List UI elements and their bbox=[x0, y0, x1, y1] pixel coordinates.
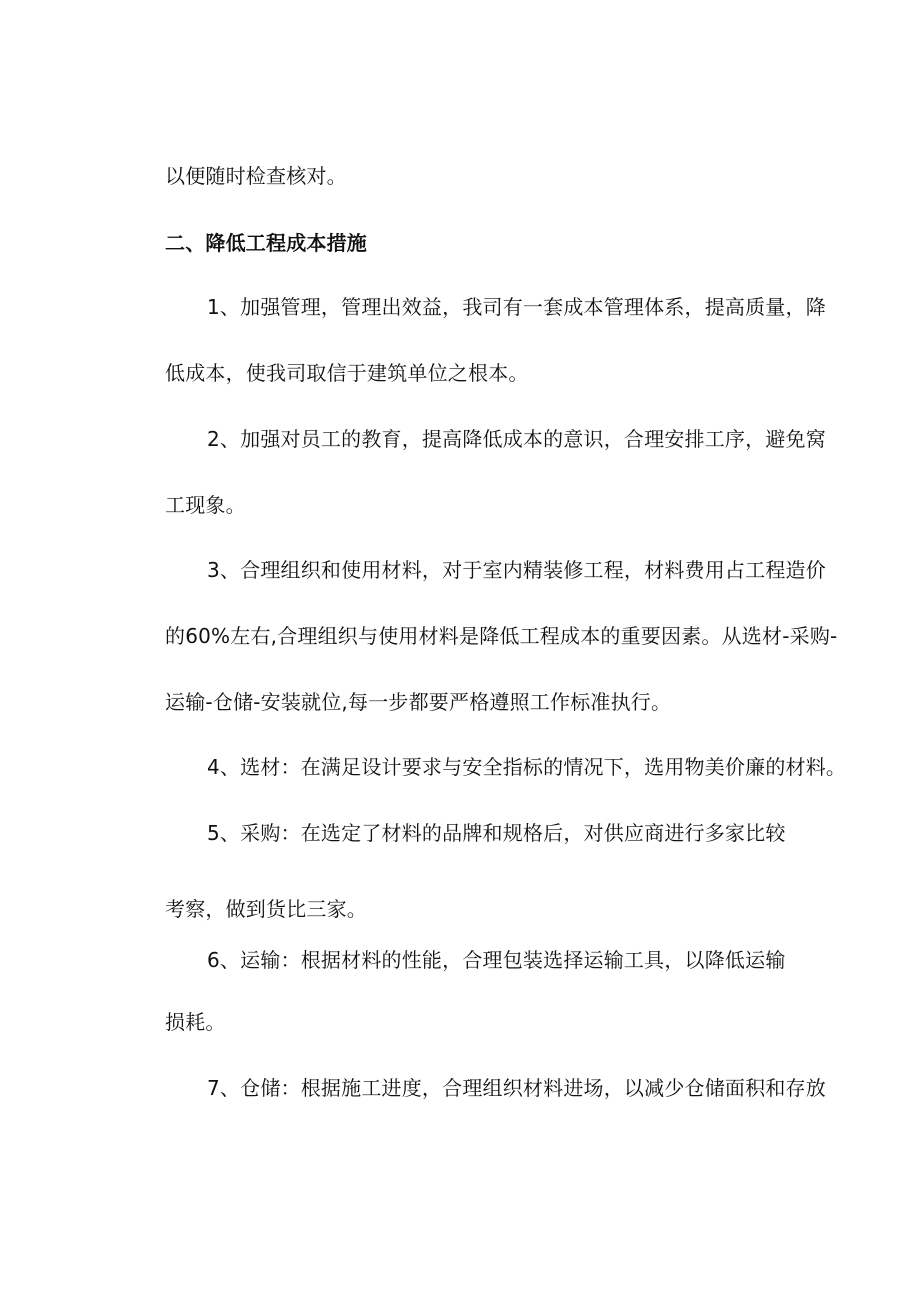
paragraph-line: 7、仓储：根据施工进度，合理组织材料进场，以减少仓储面积和存放 bbox=[207, 1076, 826, 1100]
section-heading: 二、降低工程成本措施 bbox=[165, 231, 367, 255]
paragraph-line: 5、采购：在选定了材料的品牌和规格后，对供应商进行多家比较 bbox=[207, 821, 786, 845]
paragraph-line: 以便随时检查核对。 bbox=[165, 164, 347, 188]
paragraph-line: 3、合理组织和使用材料，对于室内精装修工程，材料费用占工程造价 bbox=[207, 558, 826, 582]
paragraph-line: 4、选材：在满足设计要求与安全指标的情况下，选用物美价廉的材料。 bbox=[207, 755, 847, 779]
paragraph-line: 损耗。 bbox=[165, 1010, 226, 1034]
paragraph-line: 6、运输：根据材料的性能，合理包装选择运输工具，以降低运输 bbox=[207, 948, 786, 972]
paragraph-line: 低成本，使我司取信于建筑单位之根本。 bbox=[165, 361, 529, 385]
paragraph-line: 工现象。 bbox=[165, 493, 246, 517]
paragraph-line: 1、加强管理，管理出效益，我司有一套成本管理体系，提高质量，降 bbox=[207, 295, 826, 319]
paragraph-line: 考察，做到货比三家。 bbox=[165, 897, 367, 921]
paragraph-line: 运输-仓储-安装就位,每一步都要严格遵照工作标准执行。 bbox=[165, 690, 672, 714]
paragraph-line: 的60%左右,合理组织与使用材料是降低工程成本的重要因素。从选材-采购- bbox=[165, 624, 838, 648]
paragraph-line: 2、加强对员工的教育，提高降低成本的意识，合理安排工序，避免窝 bbox=[207, 427, 826, 451]
